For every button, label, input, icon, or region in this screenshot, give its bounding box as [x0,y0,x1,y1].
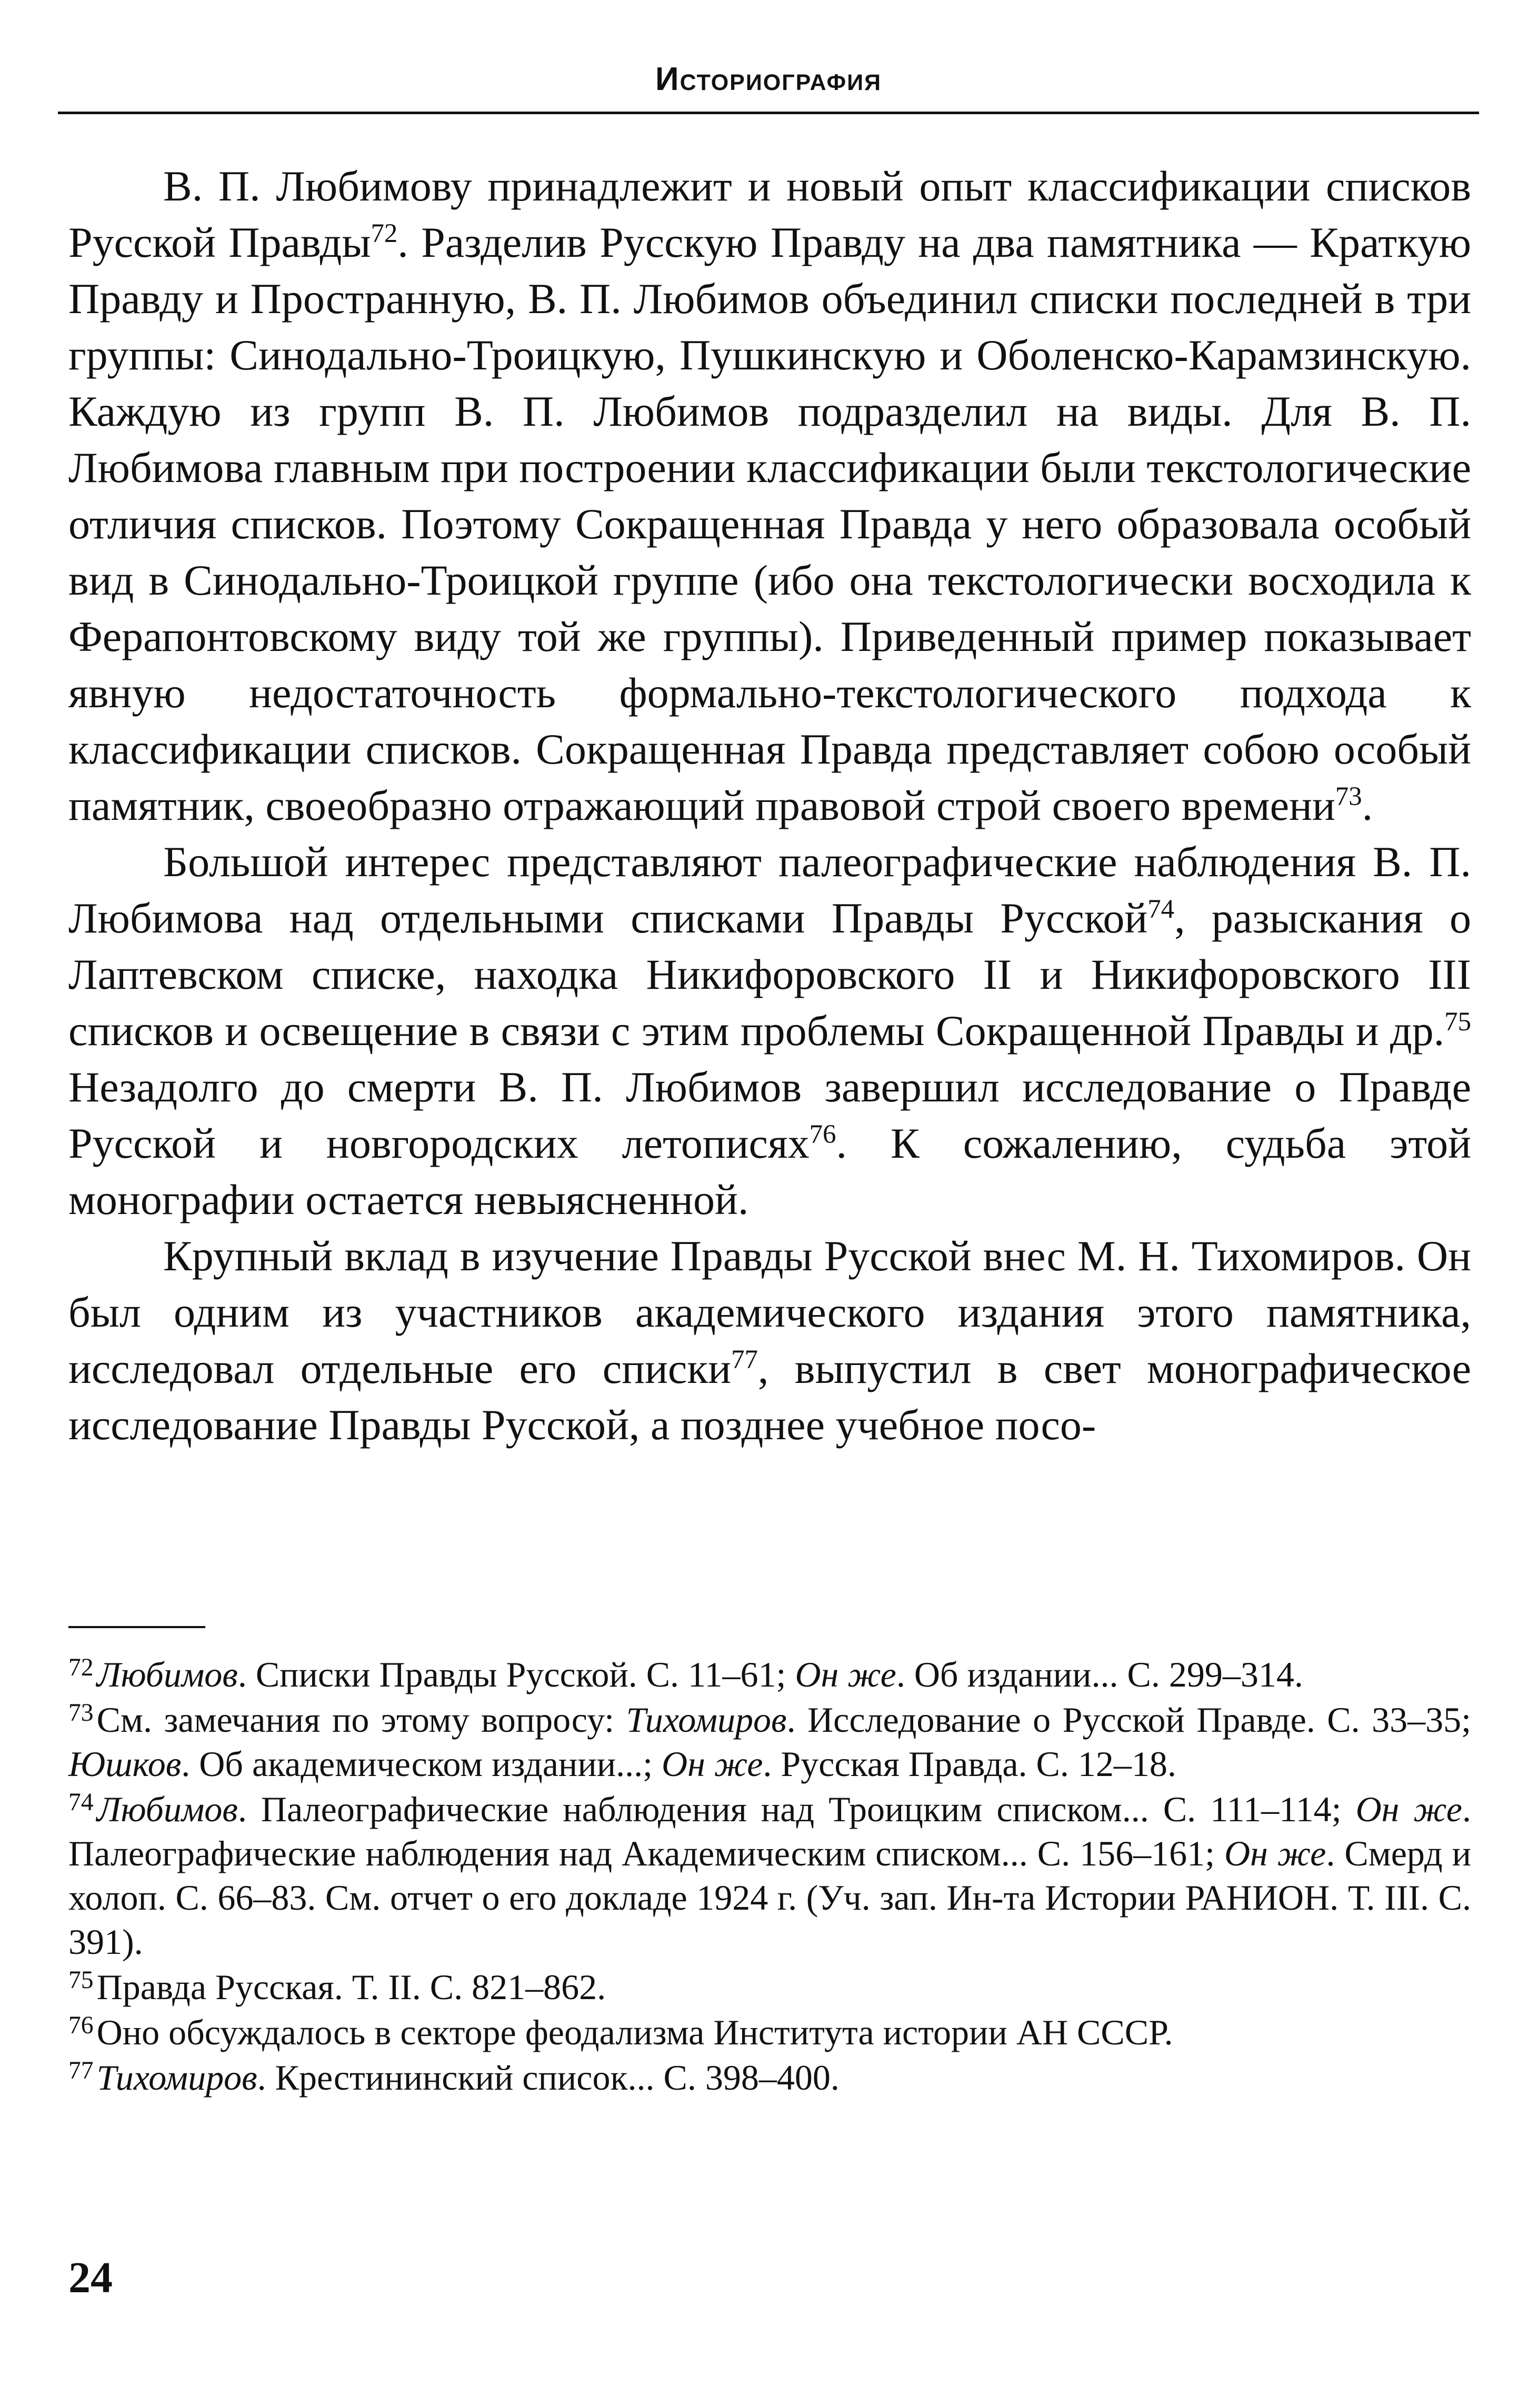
paragraph [68,834,1471,1228]
text-run: , разыскания о Лаптевском списке, находка Никифоровского II и Никифоровского III списков и освещение в связи с этим проблемы Сокращенной Правды и др. [68,894,1471,1055]
text-run: Большой интерес представляют палеографические наблюдения В. П. Любимова над отдельными списками Правды Русской [68,838,1471,942]
text-run: . Крестининский список... С. 398–400. [257,2058,840,2098]
author-name: Он же [1355,1789,1462,1829]
footnote-number: 75 [68,1966,94,1994]
text-run: . Списки Правды Русской. С. 11–61; [237,1654,795,1694]
page-number: 24 [68,2253,113,2302]
footnote-ref[interactable]: 73 [1335,781,1362,811]
text-run: . Исследование о Русской Правде. С. 33–35; [786,1700,1471,1740]
text-run: Оно обсуждалось в секторе феодализма Института истории АН СССР. [96,2012,1173,2052]
footnote-72 [68,1652,1471,1697]
footnote-77 [68,2055,1471,2100]
text-run: . Русская Правда. С. 12–18. [763,1744,1176,1784]
footnote-number: 77 [68,2056,94,2084]
footnote-75 [68,1965,1471,2009]
header-rule [58,112,1479,114]
footnote-ref[interactable]: 77 [731,1345,758,1374]
text-run: . Разделив Русскую Правду на два памятника — Краткую Правду и Пространную, В. П. Любимов объединил списки последней в три группы: Синодально-Троицкую, Пушкинскую и Оболенско-Карамзинскую. Каждую из групп В. П. Любимов подразделил на виды. Для В. П. Любимова главным при построении классификации были текстологические отличия списков. Поэтому Сокращенная Правда у него образовала особый вид в Синодально-Троицкой группе (ибо она текстологически восходила к Ферапонтовскому виду той же группы). Приведенный пример показывает явную недостаточность формально-текстологического подхода к классификации списков. Сокращенная Правда представляет собою особый памятник, своеобразно отражающий правовой строй своего времени [68,218,1472,829]
footnote-number: 72 [68,1653,94,1681]
text-run: Правда Русская. Т. II. С. 821–862. [96,1967,606,2007]
text-run: Незадолго до смерти В. П. Любимов завершил исследование о Правде Русской и новгородских летописях [68,1063,1471,1167]
author-name: Любимов [96,1789,238,1829]
text-run: . К сожалению, судьба этой монографии остается невыясненной. [68,1119,1472,1223]
author-name: Он же [795,1654,896,1694]
author-name: Юшков [68,1744,182,1784]
paragraph [68,1228,1471,1453]
footnote-number: 73 [68,1699,94,1727]
text-run: . Смерд и холоп. С. 66–83. См. отчет о его докладе 1924 г. (Уч. зап. Ин-та Истории РАНИОН. Т. III. С. 391). [68,1833,1471,1962]
author-name: Он же [1224,1833,1326,1873]
main-text [68,158,1471,1453]
text-run: См. замечания по этому вопросу: [96,1700,626,1740]
footnote-74 [68,1787,1471,1964]
text-run: . [1362,781,1373,829]
text-run: . Об издании... С. 299–314. [896,1654,1303,1694]
footnote-ref[interactable]: 76 [809,1119,836,1149]
running-head: Историография [655,61,882,97]
author-name: Тихомиров [626,1700,787,1740]
author-name: Любимов [96,1654,238,1694]
footnote-number: 74 [68,1788,94,1816]
text-run: . Палеографические наблюдения над Академическим списком... С. 156–161; [68,1789,1471,1873]
author-name: Тихомиров [96,2058,257,2098]
footnote-ref[interactable]: 72 [371,218,398,248]
footnote-ref[interactable]: 74 [1147,894,1175,924]
text-run: Крупный вклад в изучение Правды Русской внес М. Н. Тихомиров. Он был одним из участников академического издания этого памятника, исследовал отдельные его списки [68,1232,1471,1392]
text-run: . Об академическом издании...; [181,1744,662,1784]
paragraph [68,158,1471,834]
text-run: , выпустил в свет монографическое исследование Правды Русской, а позднее учебное посо- [68,1345,1471,1449]
text-run: В. П. Любимову принадлежит и новый опыт классификации списков Русской Правды [68,162,1471,266]
footnote-76 [68,2010,1471,2054]
footnote-ref[interactable]: 75 [1444,1007,1471,1037]
footnote-number: 76 [68,2011,94,2039]
text-run: . Палеографические наблюдения над Троицким списком... С. 111–114; [237,1789,1356,1829]
author-name: Он же [662,1744,763,1784]
footnotes [68,1652,1471,2101]
footnote-separator [68,1626,205,1628]
footnote-73 [68,1698,1471,1786]
